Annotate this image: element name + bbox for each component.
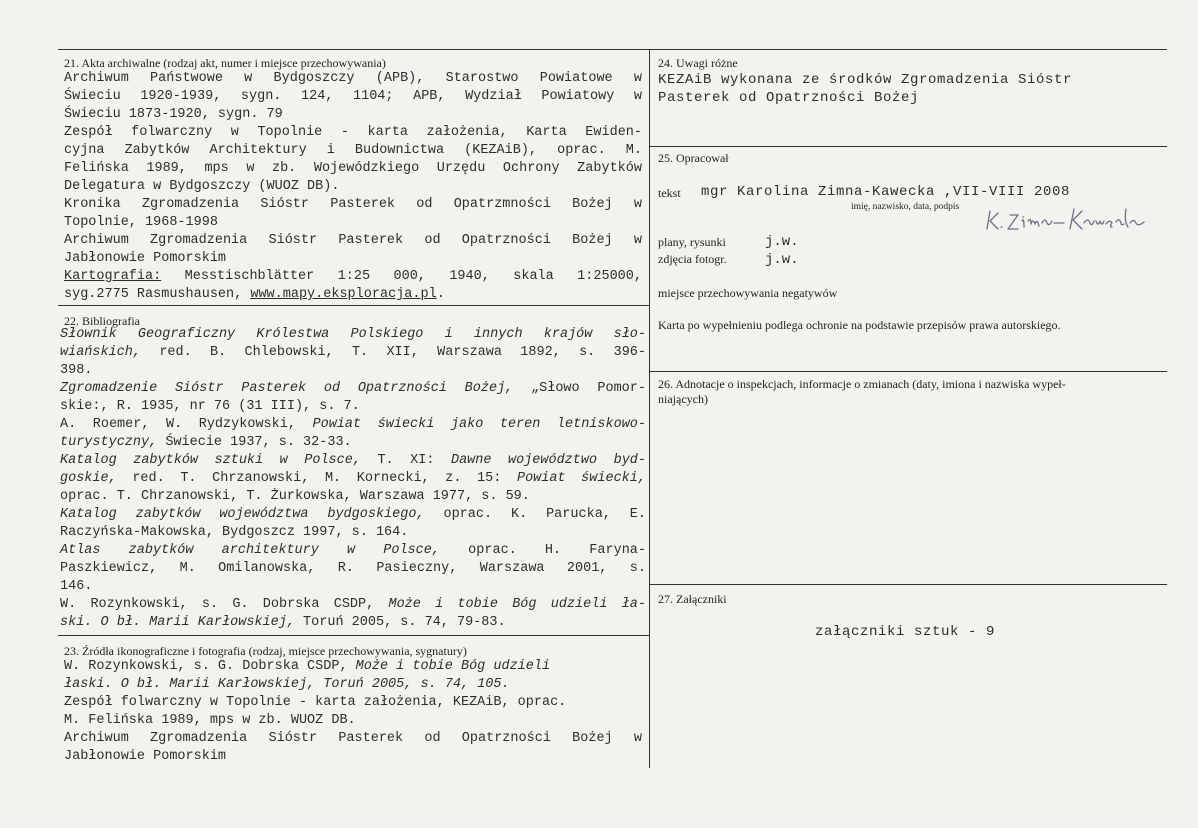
- text-line: Jabłonowie Pomorskim: [64, 251, 227, 266]
- top-border: [58, 49, 1167, 50]
- text-line: KEZAiB wykonana ze środków Zgromadzenia Sióstr: [658, 72, 1073, 88]
- signature-image: [984, 199, 1154, 237]
- rule-24-25: [649, 146, 1167, 147]
- negatywy-label: miejsce przechowywania negatywów: [658, 286, 838, 300]
- text-line: [60, 434, 646, 452]
- section-26-title-line: 26. Adnotacje o inspekcjach, informacje o zmianach (daty, imiona i nazwiska wypeł-: [658, 377, 1066, 391]
- text-line: Kronika Zgromadzenia Sióstr Pasterek od Opatrzmności Bożej w: [64, 197, 642, 212]
- tekst-value: mgr Karolina Zimna-Kawecka ,VII-VIII 2008: [701, 184, 1071, 200]
- text-span: wiańskich,: [60, 345, 142, 360]
- text-span: Może i tobie Bóg udzieli: [355, 659, 551, 674]
- text-line: cyjna Zabytków Architektury i Budownictwa (KEZAiB), oprac. M.: [64, 143, 642, 158]
- text-span: Powiat świecki,: [516, 471, 646, 486]
- text-span: A. Roemer, W. Rydzykowski,: [60, 417, 313, 432]
- text-line: Delegatura w Bydgoszczy (WUOZ DB).: [64, 179, 340, 194]
- tekst-label: tekst: [658, 186, 681, 200]
- text-span: W. Rozynkowski, s. G. Dobrska CSDP,: [60, 597, 389, 612]
- section-27-title: 27. Załączniki: [658, 592, 727, 606]
- text-span: syg.2775 Rasmushausen,: [64, 287, 251, 302]
- text-span: ski. O bł. Marii Karłowskiej,: [60, 615, 295, 630]
- text-span: Katalog zabytków województwa bydgoskiego,: [60, 507, 425, 522]
- text-line: Archiwum Państwowe w Bydgoszczy (APB), Starostwo Powiatowe w: [64, 71, 642, 86]
- text-line: łaski. O bł. Marii Karłowskiej, Toruń 2005, s. 74, 105.: [64, 677, 510, 692]
- text-line: 146.: [60, 579, 93, 594]
- text-line: Świeciu 1873-1920, sygn. 79: [64, 107, 283, 122]
- text-span: Dawne województwo byd-: [450, 453, 646, 468]
- text-line: M. Felińska 1989, mps w zb. WUOZ DB.: [64, 713, 356, 728]
- text-line: Raczyńska-Makowska, Bydgoszcz 1997, s. 164.: [60, 525, 409, 540]
- text-span: .: [436, 287, 445, 302]
- column-divider: [649, 49, 650, 768]
- section-23-body: [64, 658, 642, 766]
- text-line: Jabłonowie Pomorskim: [64, 749, 227, 764]
- text-line: oprac. T. Chrzanowski, T. Żurkowska, Warszawa 1977, s. 59.: [60, 489, 530, 504]
- text-span: Może i tobie Bóg udzieli ła-: [388, 597, 646, 612]
- copyright-note: Karta po wypełnieniu podlega ochronie na podstawie przepisów prawa autorskiego.: [658, 318, 1061, 332]
- text-span: Zgromadzenie Sióstr Pasterek od Opatrzności Bożej,: [60, 381, 514, 396]
- text-line: [60, 542, 646, 560]
- rule-25-26: [649, 371, 1167, 372]
- section-24-body: [658, 71, 1158, 107]
- text-line: [60, 596, 646, 614]
- zdjecia-label: zdjęcia fotogr.: [658, 252, 727, 266]
- text-line: Słownik Geograficzny Królestwa Polskiego i innych krajów sło-: [60, 327, 646, 342]
- text-line: 398.: [60, 363, 93, 378]
- text-line: Archiwum Zgromadzenia Sióstr Pasterek od Opatrzności Bożej w: [64, 731, 642, 746]
- text-line: Zespół folwarczny w Topolnie - karta założenia, Karta Ewiden-: [64, 125, 642, 140]
- signature-caption: imię, nazwisko, data, podpis: [851, 202, 960, 212]
- text-line: Topolnie, 1968-1998: [64, 215, 218, 230]
- text-line: [60, 470, 646, 488]
- text-span: Powiat świecki jako teren letniskowo-: [312, 417, 646, 432]
- map-link[interactable]: www.mapy.eksploracja.pl: [250, 287, 437, 302]
- text-line: [60, 452, 646, 470]
- section-21-title: 21. Akta archiwalne (rodzaj akt, numer i miejsce przechowywania): [64, 56, 386, 70]
- text-line: Paszkiewicz, M. Omilanowska, R. Pasieczny, Warszawa 2001, s.: [60, 561, 646, 576]
- zdjecia-value: j.w.: [765, 252, 799, 268]
- text-span: oprac. H. Faryna-: [440, 543, 647, 558]
- text-span: red. B. Chlebowski, T. XII, Warszawa 1892, s. 396-: [141, 345, 646, 360]
- text-span: oprac. K. Parucka, E.: [424, 507, 646, 522]
- text-span: goskie,: [60, 471, 117, 486]
- text-line: Archiwum Zgromadzenia Sióstr Pasterek od Opatrzności Bożej w: [64, 233, 642, 248]
- section-23-title: 23. Źródła ikonograficzne i fotografia (rodzaj, miejsce przechowywania, sygnatury): [64, 644, 467, 658]
- text-span: red. T. Chrzanowski, M. Kornecki, z. 15:: [116, 471, 517, 486]
- text-line: Świeciu 1920-1939, sygn. 124, 1104; APB, Wydział Powiatowy w: [64, 89, 642, 104]
- section-24-title: 24. Uwagi różne: [658, 56, 738, 70]
- plany-label: plany, rysunki: [658, 235, 726, 249]
- text-line: [60, 416, 646, 434]
- section-22-body: [60, 326, 646, 632]
- attachments-count: załączniki sztuk - 9: [815, 624, 996, 640]
- section-26-title-line: niających): [658, 392, 708, 406]
- rule-21-22: [58, 305, 649, 306]
- text-line: [60, 344, 646, 362]
- text-line: [64, 286, 642, 304]
- rule-26-27: [649, 584, 1167, 585]
- text-line: [60, 380, 646, 398]
- section-21-body: [64, 70, 642, 304]
- text-span: T. XI:: [360, 453, 451, 468]
- text-span: Messtischblätter 1:25 000, 1940, skala 1:25000,: [161, 269, 642, 284]
- text-line: Pasterek od Opatrzności Bożej: [658, 90, 920, 106]
- section-25-title: 25. Opracował: [658, 151, 729, 165]
- text-span: Toruń 2005, s. 74, 79-83.: [294, 615, 506, 630]
- text-line: skie:, R. 1935, nr 76 (31 III), s. 7.: [60, 399, 360, 414]
- text-line: [60, 614, 646, 632]
- text-span: Atlas zabytków architektury w Polsce,: [60, 543, 440, 558]
- text-span: Świecie 1937, s. 32-33.: [157, 435, 352, 450]
- text-span: W. Rozynkowski, s. G. Dobrska CSDP,: [64, 659, 356, 674]
- text-line: Zespół folwarczny w Topolnie - karta założenia, KEZAiB, oprac.: [64, 695, 567, 710]
- text-span: turystyczny,: [60, 435, 158, 450]
- kartografia-label: Kartografia:: [64, 269, 162, 284]
- text-span: Katalog zabytków sztuki w Polsce,: [60, 453, 361, 468]
- section-22-title: 22. Bibliografia: [64, 314, 140, 328]
- text-line: Felińska 1989, mps w zb. Wojewódzkiego Urzędu Ochrony Zabytków: [64, 161, 642, 176]
- text-line: [64, 658, 642, 676]
- plany-value: j.w.: [765, 234, 799, 250]
- text-span: „Słowo Pomor-: [513, 381, 646, 396]
- text-line: [64, 268, 642, 286]
- text-line: [60, 506, 646, 524]
- section-26-title: [658, 377, 1158, 407]
- rule-22-23: [58, 635, 649, 636]
